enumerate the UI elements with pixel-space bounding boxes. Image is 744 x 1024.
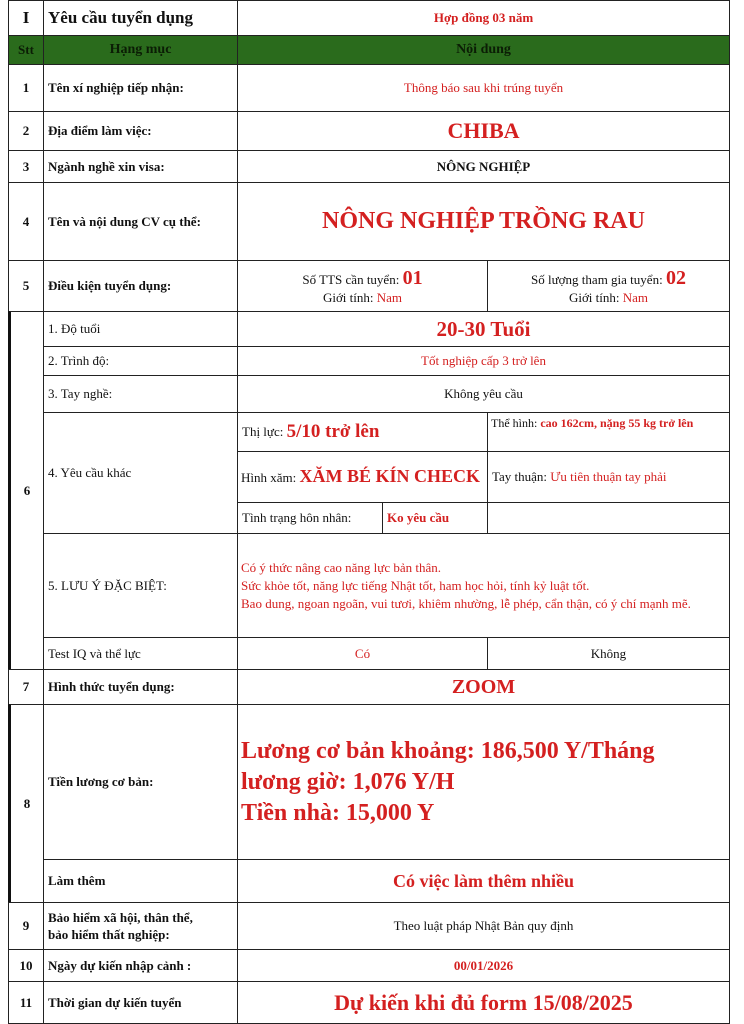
row-5-label: Điều kiện tuyển dụng: [43, 260, 238, 312]
section-number: I [8, 0, 44, 36]
row-7-number: 7 [8, 669, 44, 705]
row-10-value: 00/01/2026 [237, 949, 730, 982]
row-4-label: Tên và nội dung CV cụ thể: [43, 182, 238, 261]
column-stt: Stt [8, 35, 44, 65]
iq-test-yes: Có [237, 637, 488, 670]
row-9-value: Theo luật pháp Nhật Bản quy định [237, 902, 730, 950]
row-9-label [43, 902, 238, 950]
age-value: 20-30 Tuổi [237, 311, 730, 347]
row-9-label-line-2: bảo hiểm thất nghiệp: [48, 927, 170, 942]
contract-duration: Hợp đồng 03 năm [237, 0, 730, 36]
gender-label: Giới tính: [322, 289, 374, 305]
body-cell [487, 412, 730, 452]
gender-2-label: Giới tính: [568, 289, 620, 305]
marital-label: Tình trạng hôn nhân: [237, 502, 383, 534]
overtime-value: Có việc làm thêm nhiều [237, 859, 730, 903]
row-1-number: 1 [8, 64, 44, 112]
column-content: Nội dung [237, 35, 730, 65]
iq-test-no: Không [487, 637, 730, 670]
row-1-value: Thông báo sau khi trúng tuyển [237, 64, 730, 112]
row-11-label: Thời gian dự kiến tuyển [43, 981, 238, 1024]
other-requirements-label: 4. Yêu cầu khác [43, 412, 238, 534]
row-3-number: 3 [8, 150, 44, 183]
education-value: Tốt nghiệp cấp 3 trở lên [237, 346, 730, 376]
overtime-label: Làm thêm [43, 859, 238, 903]
age-label: 1. Độ tuổi [43, 311, 238, 347]
hand-value: Ưu tiên thuận tay phải [550, 469, 667, 484]
column-item: Hạng mục [43, 35, 238, 65]
tts-count-label: Số TTS cần tuyển: [302, 271, 400, 287]
row-8-number: 8 [8, 704, 44, 903]
special-notes-label: 5. LƯU Ý ĐẶC BIỆT: [43, 533, 238, 638]
note-line-1: Có ý thức nâng cao năng lực bản thân. [241, 559, 442, 575]
participant-count-label: Số lượng tham gia tuyển: [531, 271, 663, 287]
salary-line-1: Lương cơ bản khoảng: 186,500 Y/Tháng [241, 737, 655, 764]
row-2-label: Địa điểm làm việc: [43, 111, 238, 151]
skill-value: Không yêu cầu [237, 375, 730, 413]
gender-2-value: Nam [622, 289, 649, 305]
hand-cell [487, 451, 730, 503]
salary-line-2: lương giờ: 1,076 Y/H [241, 768, 455, 795]
education-label: 2. Trình độ: [43, 346, 238, 376]
hand-label: Tay thuận: [492, 469, 548, 484]
row-2-number: 2 [8, 111, 44, 151]
tattoo-label: Hình xăm: [241, 470, 297, 485]
row-1-label: Tên xí nghiệp tiếp nhận: [43, 64, 238, 112]
vision-value: 5/10 trở lên [286, 421, 380, 442]
row-2-value: CHIBA [237, 111, 730, 151]
vision-label: Thị lực: [242, 424, 284, 439]
tts-count-value: 01 [402, 266, 423, 289]
participant-count-cell [487, 260, 730, 312]
row-7-value: ZOOM [237, 669, 730, 705]
skill-label: 3. Tay nghề: [43, 375, 238, 413]
vision-cell [237, 412, 488, 452]
row-3-label: Ngành nghề xin visa: [43, 150, 238, 183]
salary-line-3: Tiền nhà: 15,000 Y [241, 799, 435, 826]
note-line-3: Bao dung, ngoan ngoãn, vui tươi, khiêm nhường, lễ phép, cẩn thận, có ý chí mạnh mẽ. [241, 595, 691, 611]
empty-cell [487, 502, 730, 534]
row-9-label-line-1: Bảo hiểm xã hội, thân thể, [48, 910, 193, 925]
row-4-number: 4 [8, 182, 44, 261]
iq-test-label: Test IQ và thể lực [43, 637, 238, 670]
note-line-2: Sức khỏe tốt, năng lực tiếng Nhật tốt, ham học hỏi, tính kỷ luật tốt. [241, 577, 590, 593]
row-9-number: 9 [8, 902, 44, 950]
tattoo-value: XĂM BÉ KÍN CHECK [299, 466, 481, 486]
salary-cell [237, 704, 730, 860]
row-4-value: NÔNG NGHIỆP TRỒNG RAU [237, 182, 730, 261]
tattoo-cell [237, 451, 488, 503]
row-5-number: 5 [8, 260, 44, 312]
row-11-value: Dự kiến khi đủ form 15/08/2025 [237, 981, 730, 1024]
row-6-number: 6 [8, 311, 44, 670]
body-label: Thể hình: [491, 416, 538, 430]
gender-value: Nam [376, 289, 403, 305]
row-8-label: Tiền lương cơ bản: [43, 704, 238, 860]
row-10-label: Ngày dự kiến nhập cảnh : [43, 949, 238, 982]
row-10-number: 10 [8, 949, 44, 982]
section-title: Yêu cầu tuyển dụng [43, 0, 238, 36]
participant-count-value: 02 [665, 266, 686, 289]
row-7-label: Hình thức tuyển dụng: [43, 669, 238, 705]
special-notes-value [237, 533, 730, 638]
marital-value: Ko yêu cầu [382, 502, 488, 534]
row-3-value: NÔNG NGHIỆP [237, 150, 730, 183]
tts-count-cell [237, 260, 488, 312]
row-11-number: 11 [8, 981, 44, 1024]
body-value: cao 162cm, nặng 55 kg trở lên [540, 416, 694, 430]
